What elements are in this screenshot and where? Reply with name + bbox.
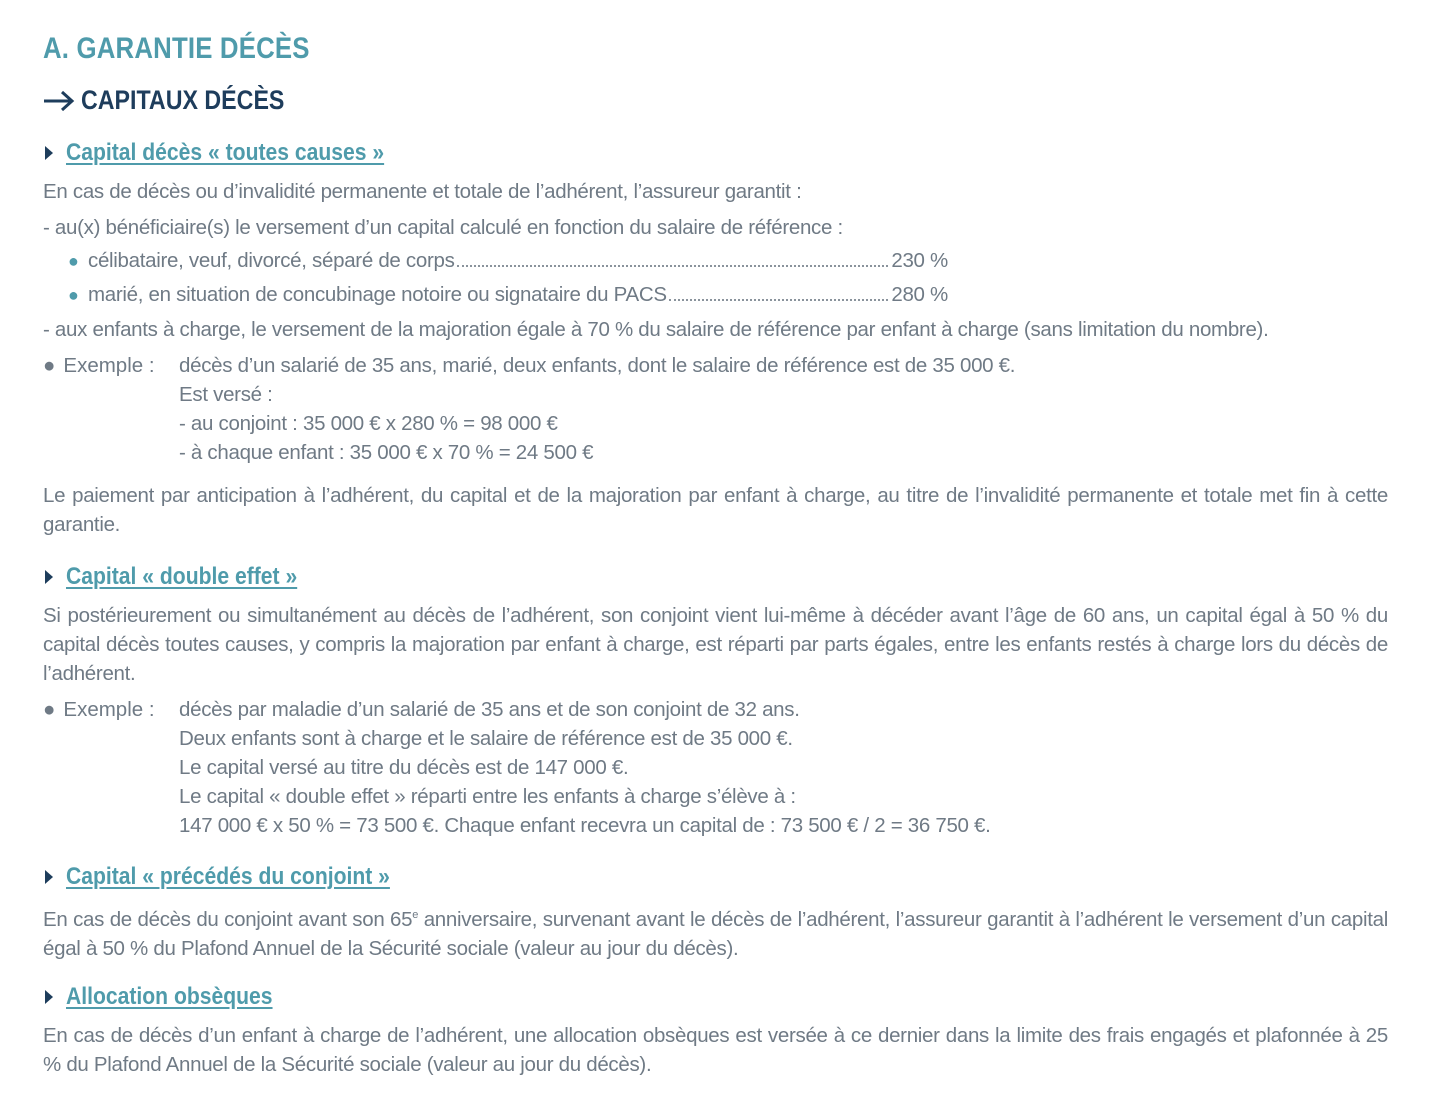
example-label: ● Exemple :: [43, 698, 155, 721]
page-title: A. GARANTIE DÉCÈS: [43, 32, 310, 65]
section-title-obseques[interactable]: Allocation obsèques: [43, 983, 301, 1011]
section-title-double-effet[interactable]: Capital « double effet »: [43, 563, 329, 591]
dot-leader: [669, 299, 889, 301]
dot-leader: [457, 265, 889, 267]
bullet-icon: ●: [43, 698, 56, 721]
example-line: décès par maladie d’un salarié de 35 ans et de son conjoint de 32 ans.: [179, 698, 800, 721]
example-line: Le capital « double effet » réparti entre les enfants à charge s’élève à :: [179, 785, 796, 808]
bullet-icon: ●: [68, 285, 79, 305]
paragraph: Le paiement par anticipation à l’adhérent, du capital et de la majoration par enfant à charge, au titre de l’invalidité permanente et totale met fin à cette garantie.: [43, 484, 1388, 536]
section-title-conjoint[interactable]: Capital « précédés du conjoint »: [43, 863, 434, 891]
triangle-bullet-icon: [45, 146, 53, 160]
example-line: décès d’un salarié de 35 ans, marié, deux enfants, dont le salaire de référence est de 35 000 €.: [179, 354, 1016, 377]
subheading-text: CAPITAUX DÉCÈS: [81, 85, 285, 115]
example-label: ● Exemple :: [43, 354, 155, 377]
triangle-bullet-icon: [45, 570, 53, 584]
paragraph: En cas de décès ou d’invalidité permanente et totale de l’adhérent, l’assureur garantit :: [43, 180, 802, 203]
bullet-icon: ●: [68, 251, 79, 271]
example-line: Le capital versé au titre du décès est de 147 000 €.: [179, 756, 629, 779]
paragraph: En cas de décès du conjoint avant son 65e anniversaire, survenant avant le décès de l’adhérent, l’assureur garantit à l’adhérent le versement d’un capital égal à 50 % du Plafond Annuel de la Sécurité sociale (valeur au jour du décès).: [43, 908, 1388, 960]
section-subtitle: [43, 85, 318, 116]
section-title-toutes-causes[interactable]: Capital décès « toutes causes »: [43, 139, 428, 167]
example-line: Deux enfants sont à charge et le salaire de référence est de 35 000 €.: [179, 727, 793, 750]
rate-row: ● marié, en situation de concubinage notoire ou signataire du PACS 280 %: [68, 280, 948, 310]
bullet-icon: ●: [43, 354, 56, 377]
paragraph: En cas de décès d’un enfant à charge de l’adhérent, une allocation obsèques est versée à ce dernier dans la limite des frais engagés et plafonnée à 25 % du Plafond Annuel de la Sécurité sociale (valeur au jour du décès).: [43, 1024, 1388, 1076]
paragraph: - aux enfants à charge, le versement de la majoration égale à 70 % du salaire de référence par enfant à charge (sans limitation du nombre).: [43, 318, 1269, 341]
triangle-bullet-icon: [45, 990, 53, 1004]
example-line: 147 000 € x 50 % = 73 500 €. Chaque enfant recevra un capital de : 73 500 € / 2 = 36 750 €.: [179, 814, 991, 837]
example-line: - au conjoint : 35 000 € x 280 % = 98 000 €: [179, 412, 558, 435]
example-line: - à chaque enfant : 35 000 € x 70 % = 24 500 €: [179, 441, 594, 464]
paragraph: Si postérieurement ou simultanément au décès de l’adhérent, son conjoint vient lui-même à décéder avant l’âge de 60 ans, un capital égal à 50 % du capital décès toutes causes, y compris la majoration par enfant à charge, est réparti par parts égales, entre les enfants restés à charge lors du décès de l’adhérent.: [43, 604, 1388, 685]
paragraph: - au(x) bénéficiaire(s) le versement d’un capital calculé en fonction du salaire de référence :: [43, 216, 843, 239]
example-line: Est versé :: [179, 383, 273, 406]
rate-row: ● célibataire, veuf, divorcé, séparé de corps 230 %: [68, 246, 948, 276]
triangle-bullet-icon: [45, 870, 53, 884]
arrow-right-icon: [43, 90, 75, 112]
